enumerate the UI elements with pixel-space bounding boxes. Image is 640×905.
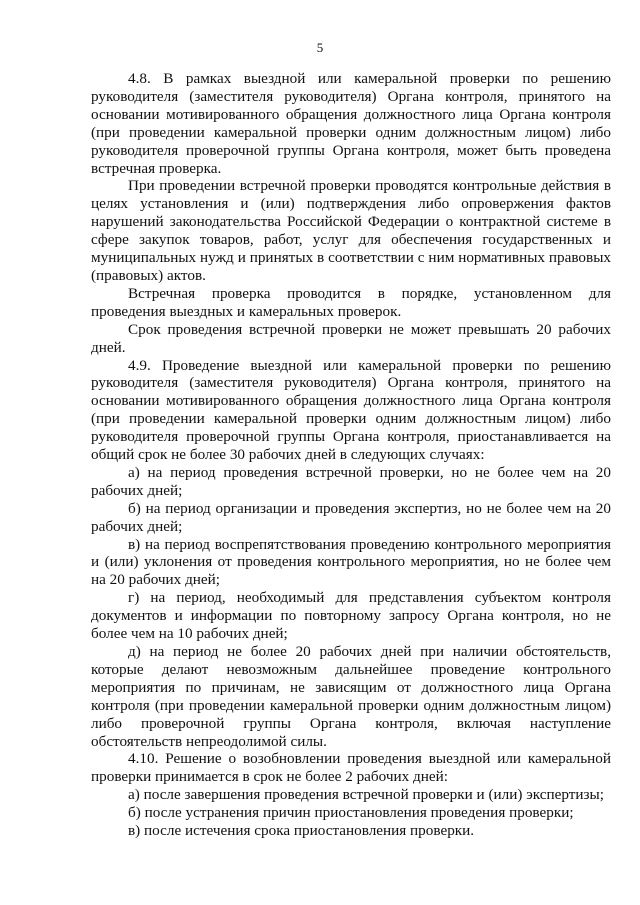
list-item-4-10-a: а) после завершения проведения встречной проверки и (или) экспертизы; <box>128 786 604 804</box>
list-item-4-10-v: в) после истечения срока приостановления проверки. <box>128 822 475 840</box>
paragraph-counter-check-actions: При проведении встречной проверки проводятся контрольные действия в целях установления и (или) подтверждения либо опровержения фактов нарушений законодательства Российской Федерации о контрактной системе в сфере закупок товаров, работ, услуг для обеспечения государственных и муниципальных нужд и принятых в соответствии с ним нормативных правовых (правовых) актов. <box>91 177 611 284</box>
document-body <box>91 70 611 840</box>
list-item-4-9-a: а) на период проведения встречной проверки, но не более чем на 20 рабочих дней; <box>91 463 611 499</box>
list-item-4-9-v: в) на период воспрепятствования проведению контрольного мероприятия и (или) уклонения от проведения контрольного мероприятия, но не более чем на 20 рабочих дней; <box>91 535 611 589</box>
list-item-4-9-g: г) на период, необходимый для представления субъектом контроля документов и информации по повторному запросу Органа контроля, но не более чем на 10 рабочих дней; <box>91 589 611 643</box>
paragraph-4-8: 4.8. В рамках выездной или камеральной проверки по решению руководителя (заместителя руководителя) Органа контроля, принятого на основании мотивированного обращения должностного лица Органа контроля (при проведении камеральной проверки одним должностным лицом) либо руководителя проверочной группы Органа контроля, может быть проведена встречная проверка. <box>91 70 611 177</box>
list-item-4-9-d: д) на период не более 20 рабочих дней при наличии обстоятельств, которые делают невозможным дальнейшее проведение контрольного мероприятия по причинам, не зависящим от должностного лица Органа контроля (при проведении камеральной проверки одним должностным лицом) либо проверочной группы Органа контроля, включая наступление обстоятельств непреодолимой силы. <box>91 643 611 750</box>
page-number: 5 <box>316 40 324 55</box>
paragraph-counter-check-term: Срок проведения встречной проверки не может превышать 20 рабочих дней. <box>91 320 611 356</box>
paragraph-counter-check-procedure: Встречная проверка проводится в порядке, установленном для проведения выездных и камеральных проверок. <box>91 284 611 320</box>
list-item-4-9-b: б) на период организации и проведения экспертиз, но не более чем на 20 рабочих дней; <box>91 499 611 535</box>
paragraph-4-10: 4.10. Решение о возобновлении проведения выездной или камеральной проверки принимается в срок не более 2 рабочих дней: <box>91 750 611 786</box>
list-item-4-10-b: б) после устранения причин приостановления проведения проверки; <box>128 804 574 822</box>
paragraph-4-9: 4.9. Проведение выездной или камеральной проверки по решению руководителя (заместителя руководителя) Органа контроля, принятого на основании мотивированного обращения должностного лица Органа контроля (при проведении камеральной проверки одним должностным лицом) либо руководителя проверочной группы Органа контроля, приостанавливается на общий срок не более 30 рабочих дней в следующих случаях: <box>91 356 611 464</box>
